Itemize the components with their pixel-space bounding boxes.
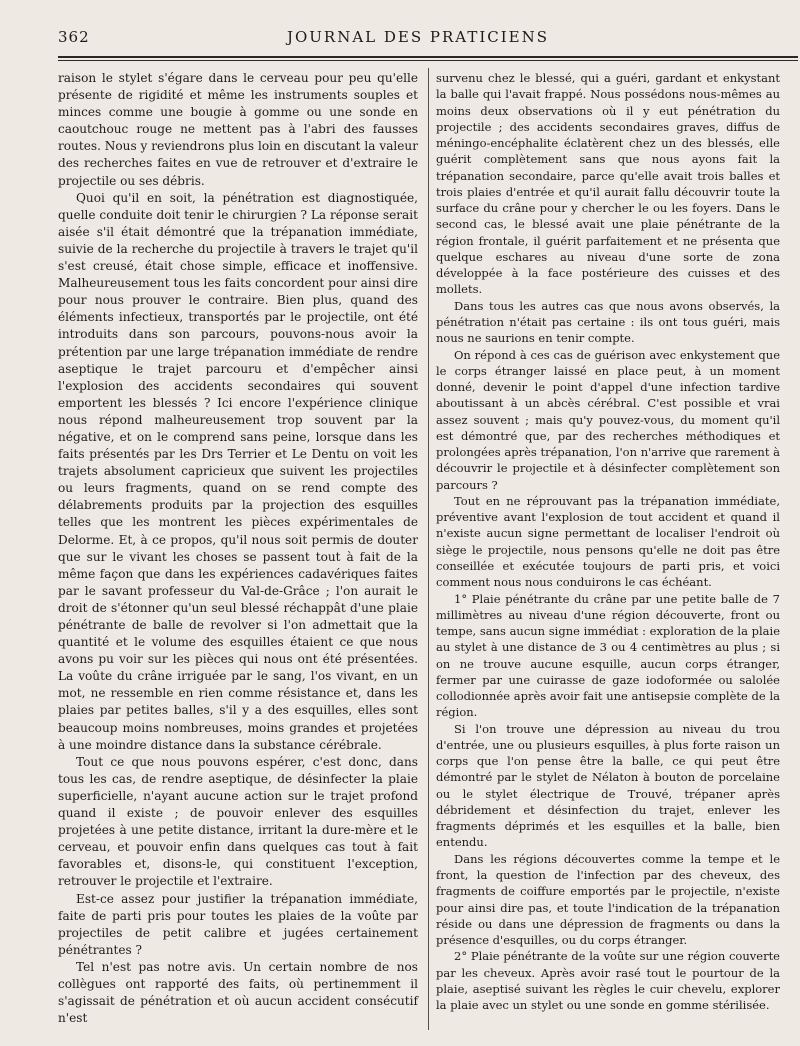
paragraph: Est-ce assez pour justifier la trépanation immédiate, faite de parti pris pour toutes les plaies de la voûte par projectiles de petit calibre et jugées certainement pénétrantes ? — [58, 891, 418, 957]
paragraph: 2° Plaie pénétrante de la voûte sur une région couverte par les cheveux. Après avoir rasé tout le pourtour de la plaie, aseptisé suivant les règles le cuir chevelu, explorer la plaie avec un stylet ou une sonde en gomme stérilisée. — [436, 949, 780, 1013]
paragraph: Si l'on trouve une dépression au niveau du trou d'entrée, une ou plusieurs esquilles, à plus forte raison un corps que l'on pense être la balle, ce qui peut être démontré par le stylet de Nélaton à bouton de porcelaine ou le stylet électrique de Trouvé, trépaner après débridement et désinfection du trajet, enlever les fragments déprimés et les esquilles et la balle, bien entendu. — [436, 721, 780, 850]
page-header — [58, 28, 778, 52]
paragraph: Dans tous les autres cas que nous avons observés, la pénétration n'était pas certaine : ils ont tous guéri, mais nous ne saurions en tenir compte. — [436, 298, 780, 346]
paragraph: Tout en ne réprouvant pas la trépanation immédiate, préventive avant l'explosion de tout accident et quand il n'existe aucun signe permettant de localiser l'endroit où siège le projectile, nous pensons qu'elle ne doit pas être conseillée et exécutée toujours de parti pris, et voici comment nous nous conduirons le cas échéant. — [436, 493, 780, 590]
paragraph: Tout ce que nous pouvons espérer, c'est donc, dans tous les cas, de rendre aseptique, de désinfecter la plaie superficielle, n'ayant aucune action sur le trajet profond quand il existe ; de pouvoir enlever des esquilles projetées à une petite distance, irritant la dure-mère et le cerveau, et pouvoir enfin dans quelques cas tout à fait favorables et, disons-le, qui constituent l'exception, retrouver le projectile et l'extraire. — [58, 754, 418, 889]
running-title: JOURNAL DES PRATICIENS — [286, 28, 550, 46]
paragraph: 1° Plaie pénétrante du crâne par une petite balle de 7 millimètres au niveau d'une région découverte, front ou tempe, sans aucun signe immédiat : exploration de la plaie au stylet à une distance de 3 ou 4 centimètres au plus ; si on ne trouve aucune esquille, aucun corps étranger, fermer par une cuirasse de gaze iodoformée ou salolée collodionnée après avoir fait une antisepsie complète de la région. — [436, 591, 780, 720]
paragraph: On répond à ces cas de guérison avec enkystement que le corps étranger laissé en place peut, à un moment donné, devenir le point d'appel d'une infection tardive aboutissant à un abcès cérébral. C'est possible et vrai assez souvent ; mais qu'y pouvez-vous, du moment qu'il est démontré que, par des recherches méthodiques et prolongées après trépanation, l'on n'arrive que rarement à découvrir le projectile et à désinfecter complètement son parcours ? — [436, 347, 780, 492]
paragraph: survenu chez le blessé, qui a guéri, gardant et enkystant la balle qui l'avait frappé. Nous possédons nous-mêmes au moins deux observations où il y eut pénétration du projectile ; des accidents secondaires graves, diffus de méningo-encéphalite éclatèrent chez un des blessés, elle guérit complètement sans que nous ayons fait la trépanation secondaire, parce qu'elle avait trois balles et trois plaies d'entrée et qu'il aurait fallu découvrir toute la surface du crâne pour y chercher le ou les foyers. Dans le second cas, le blessé avait une plaie pénétrante de la région frontale, il guérit parfaitement et ne présenta que quelque eschares au niveau d'une sorte de zona développée à la face postérieure des cuisses et des mollets. — [436, 71, 780, 297]
page-number: 362 — [58, 28, 90, 46]
paragraph: Quoi qu'il en soit, la pénétration est diagnostiquée, quelle conduite doit tenir le chirurgien ? La réponse serait aisée s'il était démontré que la trépanation immédiate, suivie de la recherche du projectile à travers le trajet qu'il s'est creusé, était chose simple, efficace et inoffensive. Malheureusement tous les faits concordent pour ainsi dire pour nous prouver le contraire. Bien plus, quand des éléments infectieux, transportés par le projectile, ont été introduits dans son parcours, pouvons-nous avoir la prétention par une large trépanation immédiate de rendre aseptique le trajet parcouru et d'empêcher ainsi l'explosion des accidents secondaires qui souvent emportent les blessés ? Ici encore l'expérience clinique nous répond malheureusement trop souvent par la négative, et on le comprend sans peine, lorsque dans les faits présentés par les Drs Terrier et Le Dentu on voit les trajets absolument capricieux que suivent les projectiles ou leurs fragments, quand on se rend compte des délabrements produits par la projection des esquilles telles que les montrent les pièces expérimentales de Delorme. Et, à ce propos, qu'il nous soit permis de douter que sur le vivant les choses se passent tout à fait de la même façon que dans les expériences cadavériques faites par le savant professeur du Val-de-Grâce ; l'on aurait le droit de s'étonner qu'un seul blessé réchappât d'une plaie pénétrante de balle de revolver si l'on admettait que la quantité et le volume des esquilles étaient ce que nous avons pu voir sur les pièces qui nous ont été présentées. La voûte du crâne irriguée par le sang, l'os vivant, en un mot, ne ressemble en rien comme résistance et, dans les plaies par petites balles, s'il y a des esquilles, elles sont beaucoup moins nombreuses, moins grandes et projetées à une moindre distance dans la substance cérébrale. — [58, 190, 418, 752]
right-column — [436, 70, 780, 1013]
left-column — [58, 70, 418, 1027]
column-divider — [428, 68, 429, 1030]
header-rule — [58, 56, 798, 58]
paragraph: Dans les régions découvertes comme la tempe et le front, la question de l'infection par des cheveux, des fragments de coiffure emportés par le projectile, n'existe pour ainsi dire pas, et toute l'indication de la trépanation réside ou dans une dépression de fragments ou dans la présence d'esquilles, ou du corps étranger. — [436, 851, 780, 948]
paragraph: Tel n'est pas notre avis. Un certain nombre de nos collègues ont rapporté des faits, où pertinemment il s'agissait de pénétration et où aucun accident consécutif n'est — [58, 959, 418, 1026]
paragraph: raison le stylet s'égare dans le cerveau pour peu qu'elle présente de rigidité et même les instruments souples et minces comme une bougie à gomme ou une sonde en caoutchouc rouge ne mettent pas à l'abri des fausses routes. Nous y reviendrons plus loin en discutant la valeur des recherches faites en vue de retrouver et d'extraire le projectile ou ses débris. — [58, 71, 418, 188]
header-rule-thin — [58, 60, 798, 61]
